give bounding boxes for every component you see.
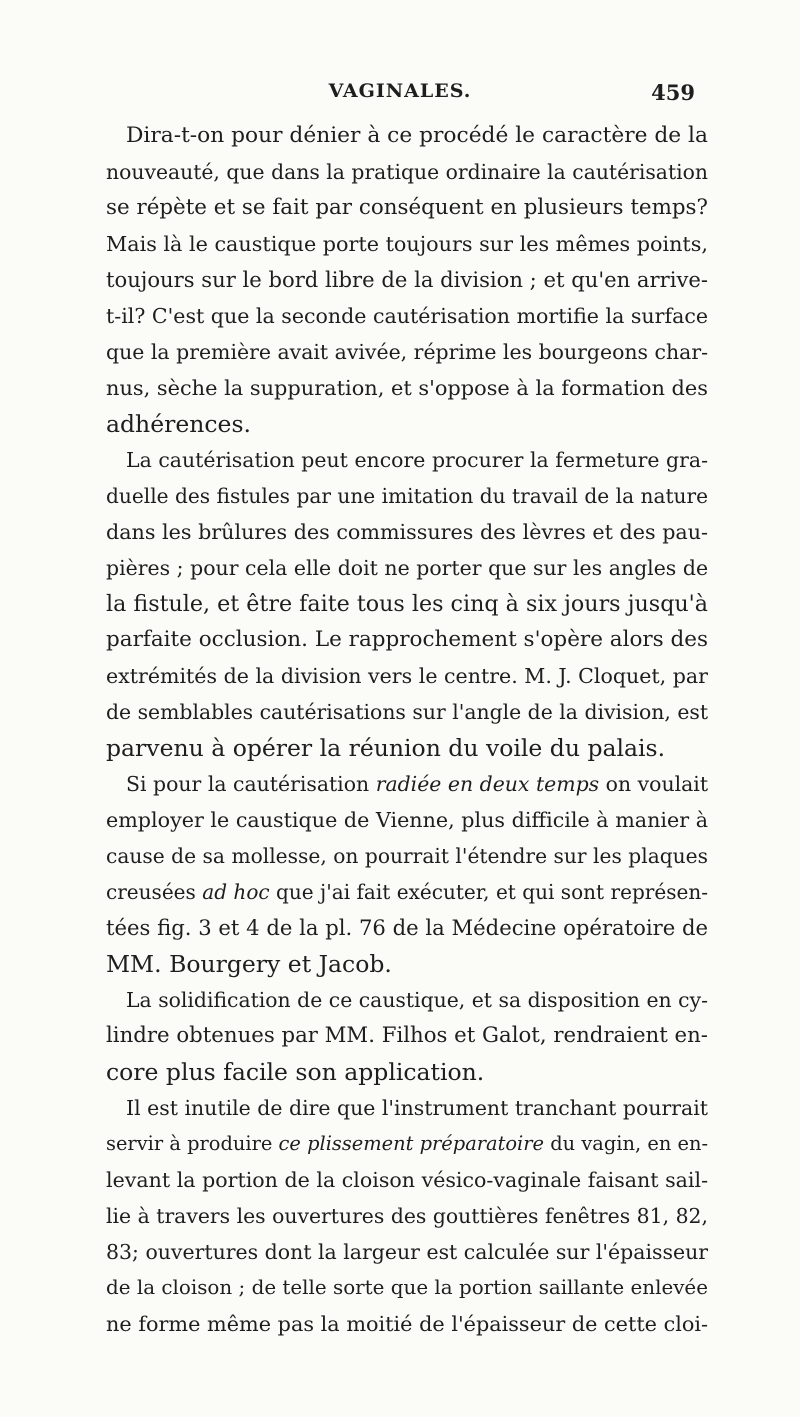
text-line: ne forme même pas la moitié de l'épaisseur de cette cloi-: [106, 1312, 709, 1336]
text-line: pières ; pour cela elle doit ne porter que sur les angles de: [106, 556, 709, 580]
text-line: Il est inutile de dire que l'instrument tranchant pourrait: [126, 1096, 709, 1120]
text-segment: on voulait: [599, 772, 709, 796]
text-line: lindre obtenues par MM. Filhos et Galot, rendraient en-: [106, 1023, 708, 1048]
text-line: lie à travers les ouvertures des gouttières fenêtres 81, 82,: [106, 1204, 708, 1228]
text-line: Dira-t-on pour dénier à ce procédé le caractère de la: [126, 123, 708, 148]
text-line: de semblables cautérisations sur l'angle de la division, est: [106, 700, 709, 724]
text-line: employer le caustique de Vienne, plus difficile à manier à: [106, 808, 709, 832]
text-segment: du vagin, en en-: [544, 1132, 709, 1155]
text-line: parfaite occlusion. Le rapprochement s'opère alors des: [106, 627, 709, 652]
italic-phrase: radiée en deux temps: [375, 772, 600, 796]
text-segment: Si pour la cautérisation: [126, 772, 376, 796]
running-title: VAGINALES.: [328, 80, 472, 102]
text-line: se répète et se fait par conséquent en plusieurs temps?: [106, 195, 709, 220]
text-line: MM. Bourgery et Jacob.: [106, 950, 392, 978]
text-line: levant la portion de la cloison vésico-vaginale faisant sail-: [106, 1168, 709, 1192]
text-line: duelle des fistules par une imitation du travail de la nature: [106, 484, 709, 508]
text-line: La cautérisation peut encore procurer la fermeture gra-: [126, 448, 709, 472]
text-line: adhérences.: [106, 410, 251, 438]
text-line: [126, 766, 708, 802]
text-line: de la cloison ; de telle sorte que la portion saillante enlevée: [106, 1276, 708, 1299]
text-line: extrémités de la division vers le centre. M. J. Cloquet, par: [106, 664, 708, 688]
text-line: La solidification de ce caustique, et sa disposition en cy-: [126, 988, 708, 1012]
text-line: cause de sa mollesse, on pourrait l'étendre sur les plaques: [106, 844, 709, 868]
text-segment: que j'ai fait exécuter, et qui sont représen-: [269, 880, 709, 904]
text-line: [106, 1126, 708, 1162]
text-line: toujours sur le bord libre de la division ; et qu'en arrive-: [106, 267, 708, 292]
text-line: Mais là le caustique porte toujours sur les mêmes points,: [106, 232, 708, 256]
text-line: [106, 874, 708, 910]
text-line: la fistule, et être faite tous les cinq à six jours jusqu'à: [106, 591, 709, 617]
text-line: t-il? C'est que la seconde cautérisation mortifie la surface: [106, 304, 709, 328]
italic-phrase: ad hoc: [202, 880, 270, 904]
text-line: dans les brûlures des commissures des lèvres et des pau-: [106, 520, 709, 544]
text-line: tées fig. 3 et 4 de la pl. 76 de la Médecine opératoire de: [106, 915, 709, 940]
text-line: nouveauté, que dans la pratique ordinaire la cautérisation: [106, 160, 708, 184]
text-line: 83; ouvertures dont la largeur est calculée sur l'épaisseur: [106, 1240, 709, 1264]
text-line: parvenu à opérer la réunion du voile du palais.: [106, 734, 666, 762]
text-line: core plus facile son application.: [106, 1058, 485, 1086]
text-segment: creusées: [106, 880, 203, 904]
text-segment: servir à produire: [106, 1132, 279, 1155]
text-line: nus, sèche la suppuration, et s'oppose à la formation des: [106, 376, 708, 400]
italic-phrase: ce plissement préparatoire: [278, 1132, 545, 1155]
text-line: que la première avait avivée, réprime les bourgeons char-: [106, 340, 709, 364]
running-head: [0, 80, 800, 110]
page-number: 459: [651, 80, 695, 105]
